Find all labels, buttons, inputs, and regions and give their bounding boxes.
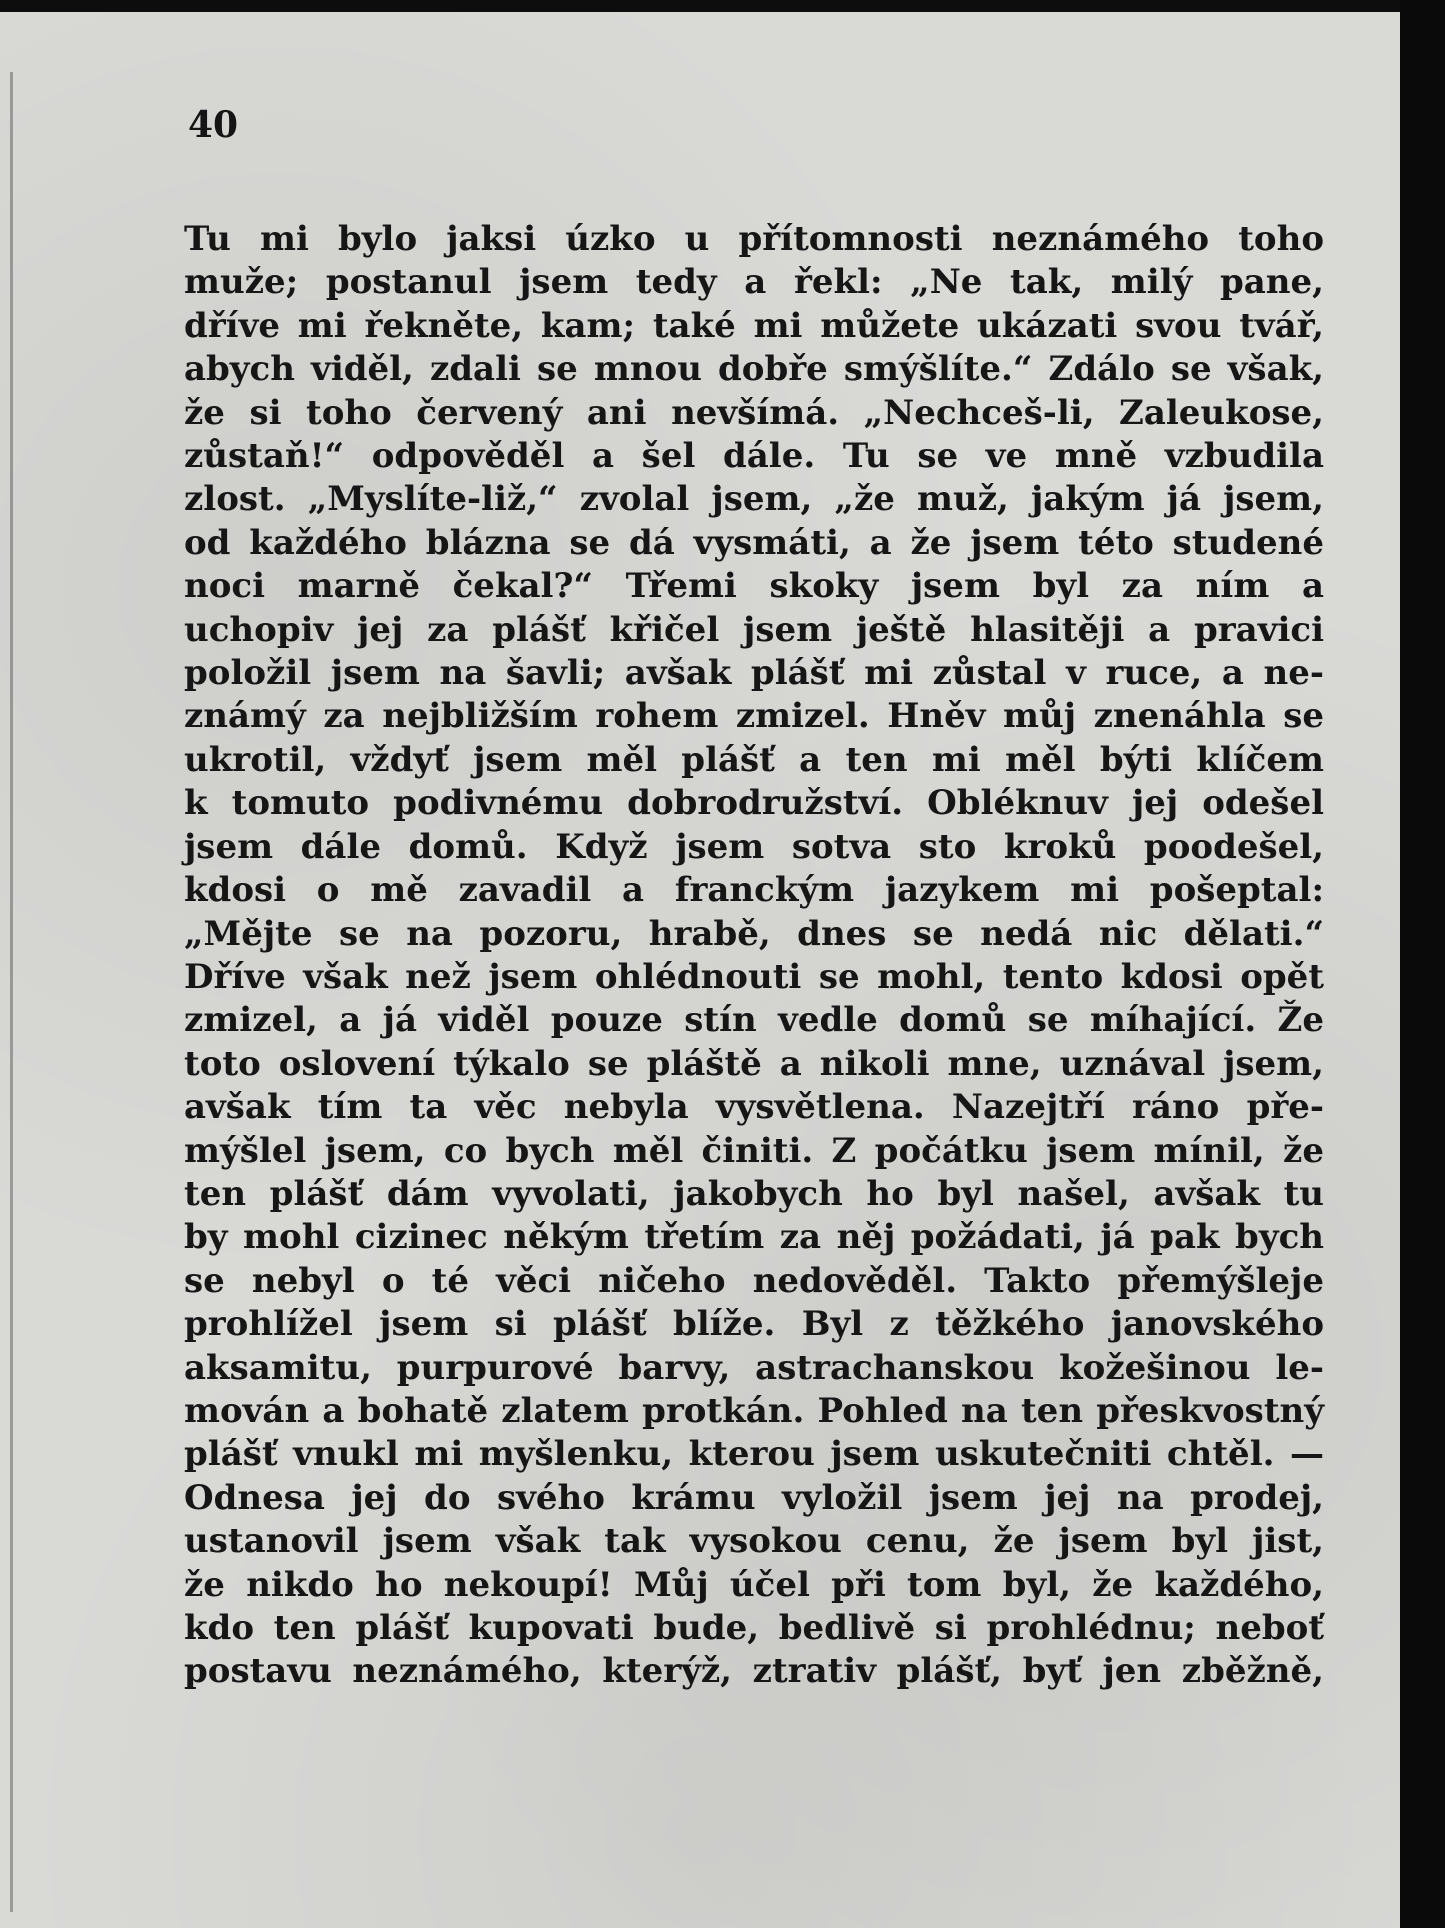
- text-line: mýšlel jsem, co bych měl činiti. Z počátku jsem mínil, že: [184, 1130, 1324, 1171]
- text-line: Tu mi bylo jaksi úzko u přítomnosti neznámého toho: [184, 219, 1324, 259]
- text-line: muže; postanul jsem tedy a řekl: „Ne tak, milý pane,: [184, 262, 1324, 303]
- text-line: dříve mi řekněte, kam; také mi můžete ukázati svou tvář,: [184, 305, 1324, 346]
- text-line: „Mějte se na pozoru, hrabě, dnes se nedá nic dělati.“: [184, 913, 1324, 954]
- page-fold-edge: [10, 72, 13, 1912]
- text-line: ukrotil, vždyť jsem měl plášť a ten mi měl býti klíčem: [184, 739, 1324, 780]
- text-line: že nikdo ho nekoupí! Můj účel při tom byl, že každého,: [184, 1564, 1324, 1605]
- text-line: Odnesa jej do svého krámu vyložil jsem jej na prodej,: [184, 1477, 1324, 1518]
- text-line: kdosi o mě zavadil a franckým jazykem mi pošeptal:: [184, 870, 1324, 911]
- text-line: uchopiv jej za plášť křičel jsem ještě hlasitěji a pravici: [184, 609, 1324, 650]
- text-line: se nebyl o té věci ničeho nedověděl. Takto přemýšleje: [184, 1260, 1324, 1301]
- text-line: položil jsem na šavli; avšak plášť mi zůstal v ruce, a ne-: [184, 653, 1324, 694]
- text-line: plášť vnukl mi myšlenku, kterou jsem uskutečniti chtěl. —: [184, 1434, 1324, 1475]
- text-line: postavu neznámého, kterýž, ztrativ plášť, byť jen zběžně,: [184, 1651, 1324, 1692]
- text-line: noci marně čekal?“ Třemi skoky jsem byl za ním a: [184, 566, 1324, 607]
- text-line: zůstaň!“ odpověděl a šel dále. Tu se ve mně vzbudila: [184, 436, 1324, 477]
- text-line: ustanovil jsem však tak vysokou cenu, že jsem byl jist,: [184, 1521, 1324, 1562]
- page-body-text: [184, 218, 1324, 1694]
- text-line: kdo ten plášť kupovati bude, bedlivě si prohlédnu; neboť: [184, 1608, 1324, 1648]
- text-line: známý za nejbližším rohem zmizel. Hněv můj znenáhla se: [184, 696, 1324, 737]
- book-page: [0, 12, 1400, 1928]
- text-line: zmizel, a já viděl pouze stín vedle domů se míhající. Že: [184, 1000, 1324, 1041]
- text-line: by mohl cizinec někým třetím za něj požádati, já pak bych: [184, 1217, 1324, 1258]
- text-line: aksamitu, purpurové barvy, astrachanskou kožešinou le-: [184, 1347, 1324, 1388]
- text-line: avšak tím ta věc nebyla vysvětlena. Nazejtří ráno pře-: [184, 1087, 1324, 1128]
- text-line: prohlížel jsem si plášť blíže. Byl z těžkého janovského: [184, 1304, 1324, 1345]
- scan-right-border: [1400, 0, 1445, 1928]
- text-line: ten plášť dám vyvolati, jakobych ho byl našel, avšak tu: [184, 1173, 1324, 1214]
- text-line: že si toho červený ani nevšímá. „Nechceš-li, Zaleukose,: [184, 392, 1324, 433]
- page-number: 40: [188, 104, 239, 146]
- text-line: mován a bohatě zlatem protkán. Pohled na ten přeskvostný: [184, 1390, 1324, 1431]
- text-line: abych viděl, zdali se mnou dobře smýšlíte.“ Zdálo se však,: [184, 349, 1324, 390]
- text-line: jsem dále domů. Když jsem sotva sto kroků poodešel,: [184, 826, 1324, 867]
- text-line: Dříve však než jsem ohlédnouti se mohl, tento kdosi opět: [184, 956, 1324, 997]
- text-line: zlost. „Myslíte-liž,“ zvolal jsem, „že muž, jakým já jsem,: [184, 479, 1324, 520]
- text-line: toto oslovení týkalo se pláště a nikoli mne, uznával jsem,: [184, 1043, 1324, 1084]
- text-line: k tomuto podivnému dobrodružství. Obléknuv jej odešel: [184, 783, 1324, 824]
- text-line: od každého blázna se dá vysmáti, a že jsem této studené: [184, 522, 1324, 563]
